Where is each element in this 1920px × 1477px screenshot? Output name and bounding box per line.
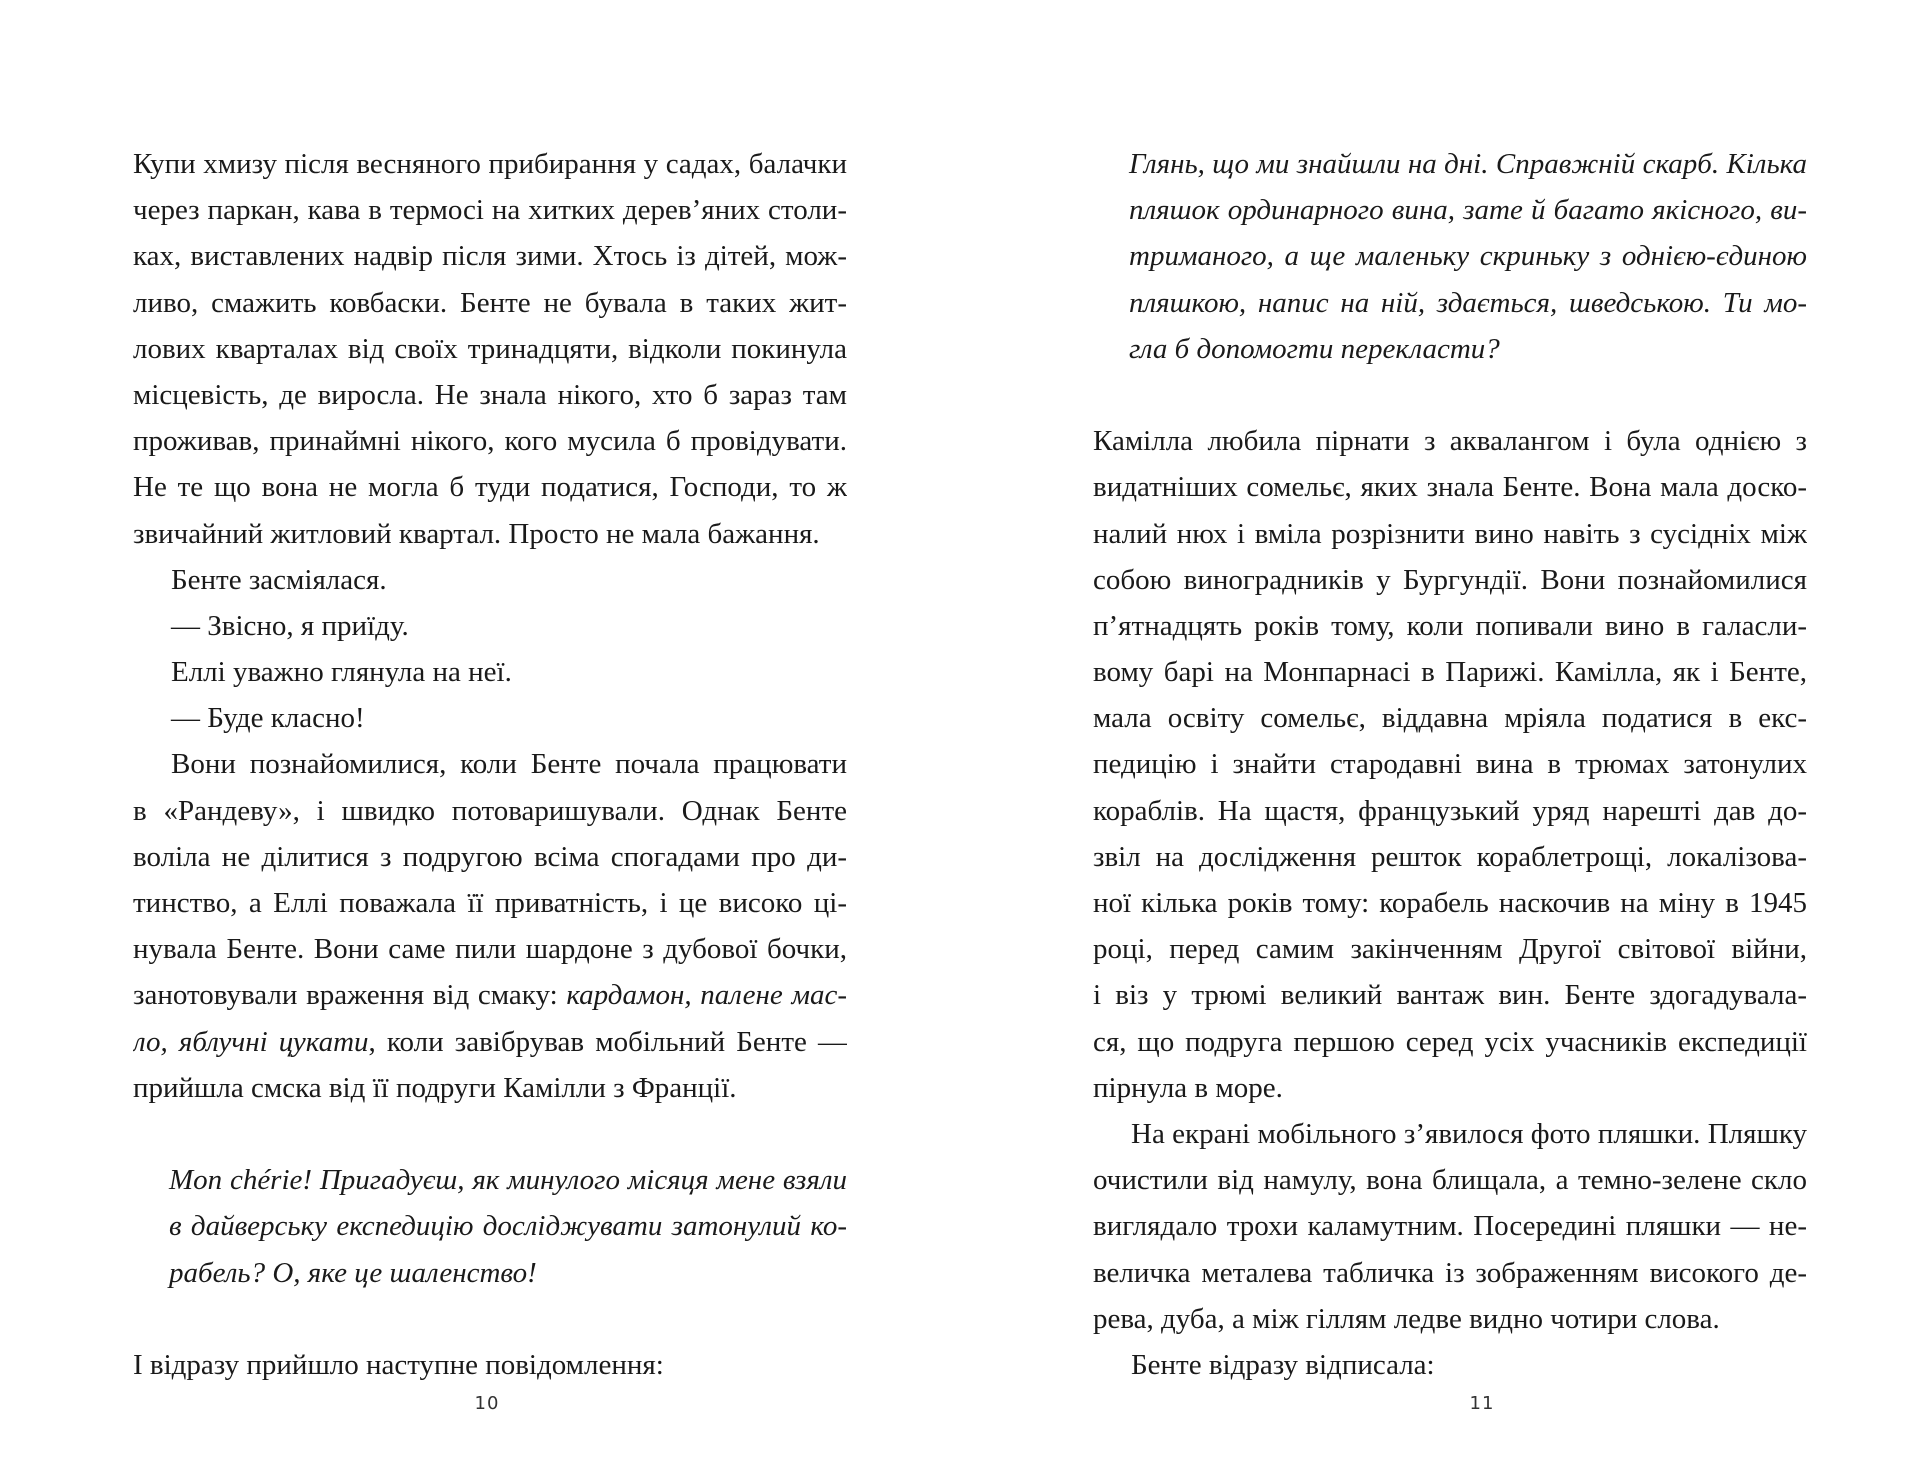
text-line: Бенте засміялася. [171,563,387,596]
text-line: Еллі уважно глянула на неї. [171,656,512,689]
text-line: ся, що подруга першою серед усіх учасників експедиції [1093,1025,1807,1058]
text-line: Бенте відразу відписала: [1131,1348,1435,1381]
text-line: І відразу прийшло наступне повідомлення: [133,1348,664,1381]
sms-quote-line: гла б допомогти перекласти? [1129,332,1500,365]
blank-line [1093,372,1807,418]
right-page [960,0,1920,1477]
text-line: звичайний житловий квартал. Просто не мала бажання. [133,517,820,550]
text-fragment: занотовували враження від смаку: [133,979,567,1012]
text-line: і віз у трюмі великий вантаж вин. Бенте здогадувала- [1093,979,1807,1012]
text-line: лових кварталах від своїх тринадцяти, відколи покинула [133,332,847,365]
text-line: вому барі на Монпарнасі в Парижі. Камілла, як і Бенте, [1093,656,1807,689]
text-line: рева, дуба, а між гіллям ледве видно чотири слова. [1093,1302,1720,1335]
text-line: видатніших сомельє, яких знала Бенте. Вона мала доско- [1093,471,1807,504]
text-line: ної кілька років тому: корабель наскочив на міну в 1945 [1093,887,1807,919]
text-line: воліла не ділитися з подругою всіма спогадами про ди- [133,840,847,873]
blank-line [133,1111,847,1157]
sms-quote-line: триманого, а ще маленьку скриньку з однією-єдиною [1129,240,1807,273]
text-fragment: , коли завібрував мобільний Бенте — [368,1025,847,1058]
text-line: місцевість, де виросла. Не знала нікого, хто б зараз там [133,378,847,411]
text-line: нувала Бенте. Вони саме пили шардоне з дубової бочки, [133,933,847,966]
text-line [133,972,847,1018]
page-number: 10 [474,1393,500,1414]
text-line: п’ятнадцять років тому, коли попивали вино в галасли- [1093,609,1807,642]
text-line: педицію і знайти стародавні вина в трюмах затонулих [1093,748,1807,781]
right-page-text [1093,141,1807,1388]
text-line: собою виноградників у Бургундії. Вони познайомилися [1093,563,1807,596]
italic-fragment: ло, яблучні цукати [133,1025,369,1058]
text-line: Вони познайомилися, коли Бенте почала працювати [171,748,847,781]
text-line: Не те що вона не могла б туди податися, Господи, то ж [133,471,847,504]
text-line [133,1019,847,1065]
text-line: кораблів. На щастя, французький уряд нарешті дав до- [1093,794,1807,827]
dialogue-line: — Звісно, я приїду. [171,609,409,642]
text-line: тинство, а Еллі поважала її приватність, і це високо ці- [133,887,847,919]
text-line: величка металева табличка із зображенням високого де- [1093,1256,1807,1289]
left-page-text [133,141,847,1388]
text-line: звіл на дослідження решток кораблетрощі, локалізова- [1093,840,1807,873]
page-number: 11 [1469,1393,1495,1414]
sms-quote-line: в дайверську експедицію досліджувати затонулий ко- [169,1210,847,1243]
text-line: виглядало трохи каламутним. Посередині пляшки — не- [1093,1210,1807,1243]
text-line: пірнула в море. [1093,1071,1283,1104]
sms-quote-line: пляшкою, напис на ній, здається, шведською. Ти мо- [1129,286,1807,319]
blank-line [133,1296,847,1342]
sms-quote-line: Mon chérie! Пригадуєш, як минулого місяця мене взяли [169,1164,847,1197]
text-line: в «Рандеву», і швидко потоваришували. Однак Бенте [133,794,847,827]
italic-fragment: кардамон, палене мас- [566,979,847,1012]
text-line: На екрані мобільного з’явилося фото пляшки. Пляшку [1131,1117,1807,1150]
text-line: через паркан, кава в термосі на хитких дерев’яних столи- [133,194,847,227]
sms-quote-line: рабель? О, яке це шаленство! [169,1256,537,1289]
text-line: ливо, смажить ковбаски. Бенте не бувала в таких жит- [133,286,847,319]
text-line: прийшла смска від її подруги Камілли з Франції. [133,1071,737,1104]
text-line: очистили від намулу, вона блищала, а темно-зелене скло [1093,1164,1807,1197]
text-line: Купи хмизу після весняного прибирання у садах, балачки [133,148,847,180]
dialogue-line: — Буде класно! [171,702,365,735]
text-line: році, перед самим закінченням Другої світової війни, [1093,933,1807,966]
sms-quote-line: Глянь, що ми знайшли на дні. Справжній скарб. Кілька [1129,148,1807,180]
text-line: проживав, принаймні нікого, кого мусила б провідувати. [133,425,847,458]
text-line: ках, виставлених надвір після зими. Хтось із дітей, мож- [133,240,847,273]
sms-quote-line: пляшок ординарного вина, зате й багато якісного, ви- [1129,194,1807,227]
text-line: налий нюх і вміла розрізнити вино навіть з сусідніх між [1093,517,1807,550]
text-line: Камілла любила пірнати з аквалангом і була однією з [1093,425,1807,458]
text-line: мала освіту сомельє, віддавна мріяла податися в екс- [1093,702,1807,735]
